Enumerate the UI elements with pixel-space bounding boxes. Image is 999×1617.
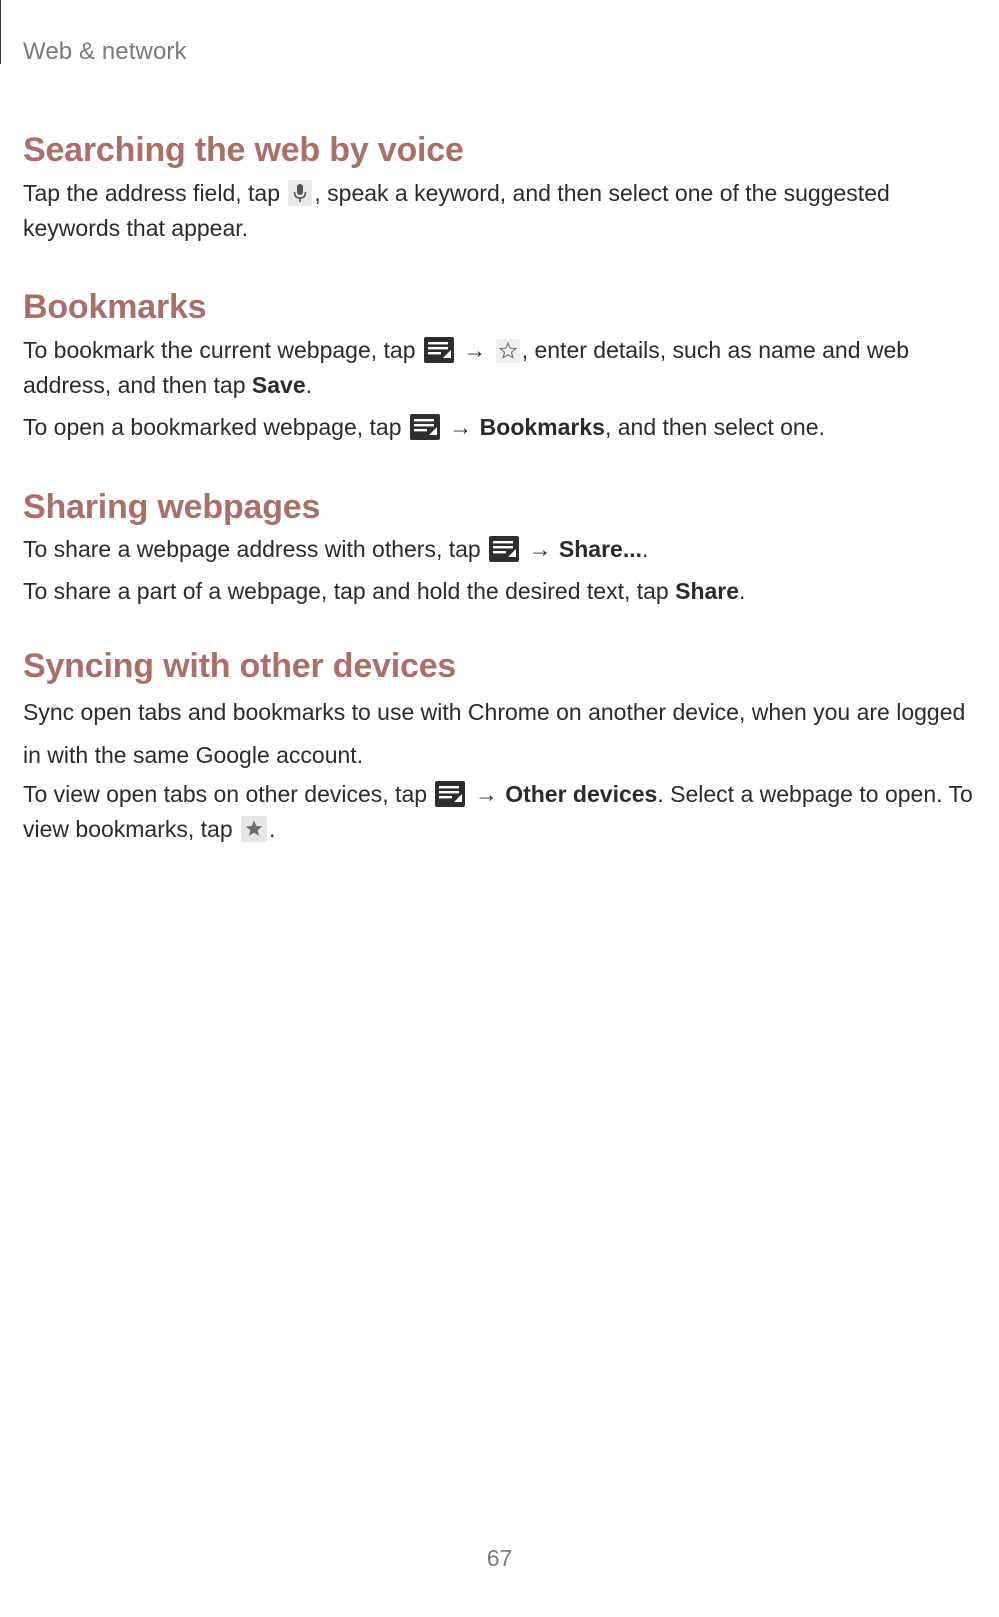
page-content [23, 128, 978, 847]
section-syncing [23, 644, 978, 847]
star-outline-icon [496, 339, 520, 363]
paragraph: To view open tabs on other devices, tap → Other devices. Select a webpage to open. To view bookmarks, tap . [23, 781, 973, 842]
section-title: Searching the web by voice [23, 131, 464, 169]
section-sharing [23, 485, 978, 609]
menu-icon [424, 337, 454, 363]
menu-icon [410, 414, 440, 440]
paragraph: Tap the address field, tap , speak a keyword, and then select one of the suggested keywords that appear. [23, 180, 890, 241]
menu-icon [435, 781, 465, 807]
star-filled-icon [241, 816, 267, 842]
header-rule [0, 0, 1, 64]
running-header: Web & network [23, 38, 187, 65]
paragraph: To open a bookmarked webpage, tap → Bookmarks, and then select one. [23, 414, 825, 440]
section-title: Syncing with other devices [23, 647, 457, 685]
section-title: Bookmarks [23, 288, 207, 326]
section-bookmarks [23, 285, 978, 445]
section-voice-search [23, 128, 978, 246]
paragraph: To share a webpage address with others, tap → Share.... [23, 536, 649, 562]
menu-icon [489, 536, 519, 562]
page-number: 67 [486, 1545, 513, 1571]
microphone-icon [288, 180, 312, 206]
paragraph: To share a part of a webpage, tap and hold the desired text, tap Share. [23, 578, 746, 604]
section-title: Sharing webpages [23, 488, 321, 526]
paragraph: Sync open tabs and bookmarks to use with Chrome on another device, when you are logged in with the same Google account. [23, 699, 966, 768]
paragraph: To bookmark the current webpage, tap → , enter details, such as name and web address, and then tap Save. [23, 337, 910, 398]
